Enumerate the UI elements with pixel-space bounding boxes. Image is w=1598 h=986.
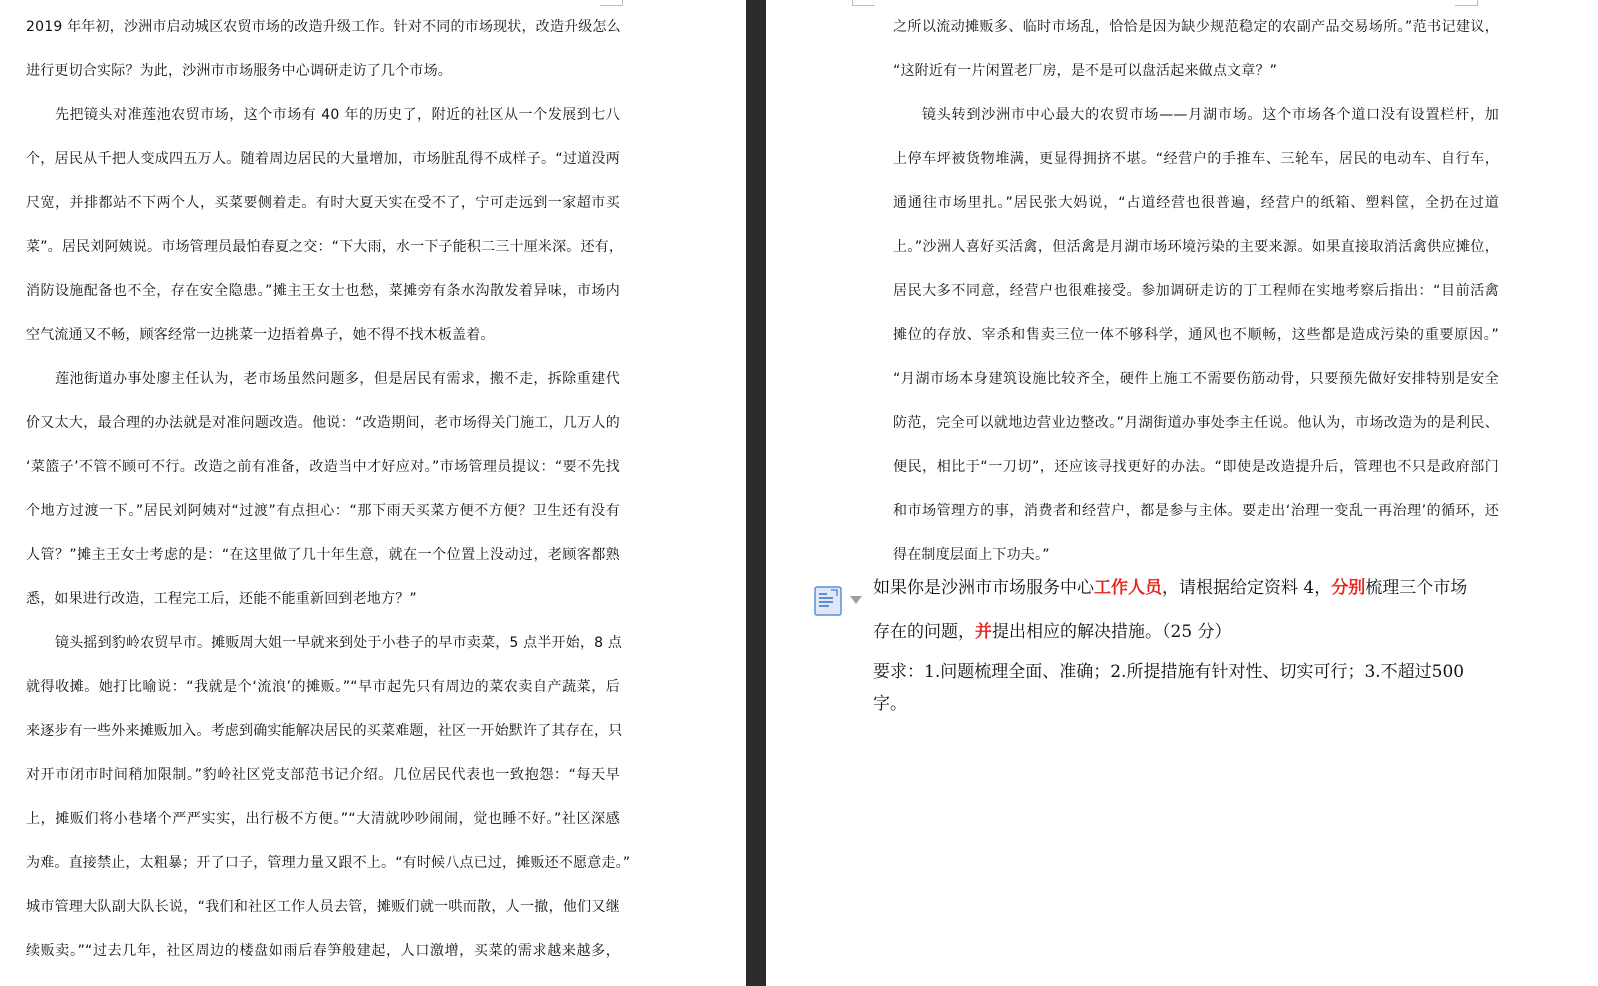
paragraph-line: 之所以流动摊贩多、临时市场乱，恰恰是因为缺少规范稳定的农副产品交易场所。”范书记建议， xyxy=(893,19,1499,35)
paragraph-line: 上。”沙洲人喜好买活禽，但活禽是月湖市场环境污染的主要来源。如果直接取消活禽供应摊位， xyxy=(893,239,1499,255)
requirement-line: 要求：1.问题梳理全面、准确；2.所提措施有针对性、切实可行；3.不超过500 xyxy=(873,662,1465,682)
paragraph-line: 空气流通又不畅，顾客经常一边挑菜一边捂着鼻子，她不得不找木板盖着。 xyxy=(26,327,495,343)
paragraph-line: 对开市闭市时间稍加限制。”豹岭社区党支部范书记介绍。几位居民代表也一致抱怨：“每天早 xyxy=(26,767,620,783)
paragraph-line: “这附近有一片闲置老厂房，是不是可以盘活起来做点文章？” xyxy=(893,63,1278,79)
paragraph-line: 和市场管理方的事，消费者和经营户，都是参与主体。要走出‘治理一变乱一再治理’的循环，还 xyxy=(893,503,1499,519)
right-text-column xyxy=(893,5,1499,577)
paragraph-line: 进行更切合实际？为此，沙洲市市场服务中心调研走访了几个市场。 xyxy=(26,63,452,79)
question-text: 如果你是沙洲市市场服务中心 xyxy=(873,578,1094,598)
paragraph-line: 就得收摊。她打比喻说：“我就是个‘流浪’的摊贩。”“早市起先只有周边的菜农卖自产蔬菜，后 xyxy=(26,679,620,695)
paragraph-line: 消防设施配备也不全，存在安全隐患。”摊主王女士也愁，菜摊旁有条水沟散发着异味，市场内 xyxy=(26,283,620,299)
left-text-column xyxy=(26,5,631,973)
question-block xyxy=(873,566,1493,720)
paragraph-line: 个地方过渡一下。”居民刘阿姨对“过渡”有点担心：“那下雨天买菜方便不方便？卫生还有没有 xyxy=(26,503,620,519)
paragraph-line: 菜”。居民刘阿姨说。市场管理员最怕春夏之交：“下大雨，水一下子能积二三十厘米深。还有， xyxy=(26,239,624,255)
paragraph-line: 上，摊贩们将小巷堵个严严实实，出行极不方便。”“大清就吵吵闹闹，觉也睡不好。”社区深感 xyxy=(26,811,620,827)
paragraph-line: 个，居民从千把人变成四五万人。随着周边居民的大量增加，市场脏乱得不成样子。“过道没两 xyxy=(26,151,620,167)
paragraph-line: 人管？”摊主王女士考虑的是：“在这里做了几十年生意，就在一个位置上没动过，老顾客都熟 xyxy=(26,547,620,563)
right-page xyxy=(766,0,1598,986)
paragraph-line: “月湖市场本身建筑设施比较齐全，硬件上施工不需要伤筋动骨，只要预先做好安排特别是安全 xyxy=(893,371,1499,387)
paragraph-line: 镜头摇到豹岭农贸早市。摊贩周大姐一早就来到处于小巷子的早市卖菜，5 点半开始，8 点 xyxy=(55,635,623,651)
paragraph-line: 通通往市场里扎。”居民张大妈说，“占道经营也很普遍，经营户的纸箱、塑料筐，全扔在过道 xyxy=(893,195,1499,211)
paragraph-line: ‘菜篮子’不管不顾可不行。改造之前有准备，改造当中才好应对。”市场管理员提议：“要不先找 xyxy=(26,459,620,475)
left-page xyxy=(0,0,746,986)
paragraph-line: 续贩卖。”“过去几年，社区周边的楼盘如雨后春笋般建起，人口激增，买菜的需求越来越多， xyxy=(26,943,620,959)
paragraph-line: 居民大多不同意，经营户也很难接受。参加调研走访的丁工程师在实地考察后指出：“目前活禽 xyxy=(893,283,1499,299)
question-highlight: 并 xyxy=(975,622,992,642)
paragraph-line: 尺宽，并排都站不下两个人，买菜要侧着走。有时大夏天实在受不了，宁可走远到一家超市买 xyxy=(26,195,620,211)
question-highlight: 工作人员 xyxy=(1094,578,1162,598)
question-text: ，请根据给定资料 4， xyxy=(1162,578,1332,598)
paragraph-line: 悉，如果进行改造，工程完工后，还能不能重新回到老地方？” xyxy=(26,591,417,607)
chevron-down-icon[interactable] xyxy=(850,596,862,604)
page-gutter xyxy=(746,0,766,986)
paragraph-line: 先把镜头对准莲池农贸市场，这个市场有 40 年的历史了，附近的社区从一个发展到七八 xyxy=(55,107,620,123)
requirement-line: 字。 xyxy=(873,694,907,714)
question-text: 存在的问题， xyxy=(873,622,975,642)
paragraph-line: 为难。直接禁止，太粗暴；开了口子，管理力量又跟不上。“有时候八点已过，摊贩还不愿意走。” xyxy=(26,855,631,871)
question-text: 梳理三个市场 xyxy=(1365,578,1468,598)
paragraph-line: 价又太大，最合理的办法就是对准问题改造。他说：“改造期间，老市场得关门施工，几万人的 xyxy=(26,415,620,431)
paragraph-line: 得在制度层面上下功夫。” xyxy=(893,547,1050,563)
paragraph-line: 防范，完全可以就地边营业边整改。”月湖街道办事处李主任说。他认为，市场改造为的是利民、 xyxy=(893,415,1499,431)
page-corner-mark xyxy=(852,0,875,6)
paragraph-line: 镜头转到沙洲市中心最大的农贸市场——月湖市场。这个市场各个道口没有设置栏杆，加 xyxy=(922,107,1499,123)
paragraph-line: 便民，相比于“一刀切”，还应该寻找更好的办法。“即使是改造提升后，管理也不只是政府部门 xyxy=(893,459,1499,475)
question-line xyxy=(873,566,1493,610)
paragraph-line: 来逐步有一些外来摊贩加入。考虑到确实能解决居民的买菜难题，社区一开始默许了其存在，只 xyxy=(26,723,623,739)
paragraph-line: 城市管理大队副大队长说，“我们和社区工作人员去管，摊贩们就一哄而散，人一撤，他们又继 xyxy=(26,899,620,915)
question-text: 提出相应的解决措施。（25 分） xyxy=(992,622,1232,642)
paragraph-line: 莲池街道办事处廖主任认为，老市场虽然问题多，但是居民有需求，搬不走，拆除重建代 xyxy=(55,371,620,387)
question-highlight: 分别 xyxy=(1331,578,1366,598)
paragraph-line: 上停车坪被货物堆满，更显得拥挤不堪。“经营户的手推车、三轮车，居民的电动车、自行车， xyxy=(893,151,1499,167)
document-note-icon[interactable] xyxy=(814,586,842,616)
paragraph-line: 2019 年年初，沙洲市启动城区农贸市场的改造升级工作。针对不同的市场现状，改造升级怎么 xyxy=(26,19,621,35)
paragraph-line: 摊位的存放、宰杀和售卖三位一体不够科学，通风也不顺畅，这些都是造成污染的重要原因。” xyxy=(893,327,1499,343)
question-line xyxy=(873,610,1493,654)
